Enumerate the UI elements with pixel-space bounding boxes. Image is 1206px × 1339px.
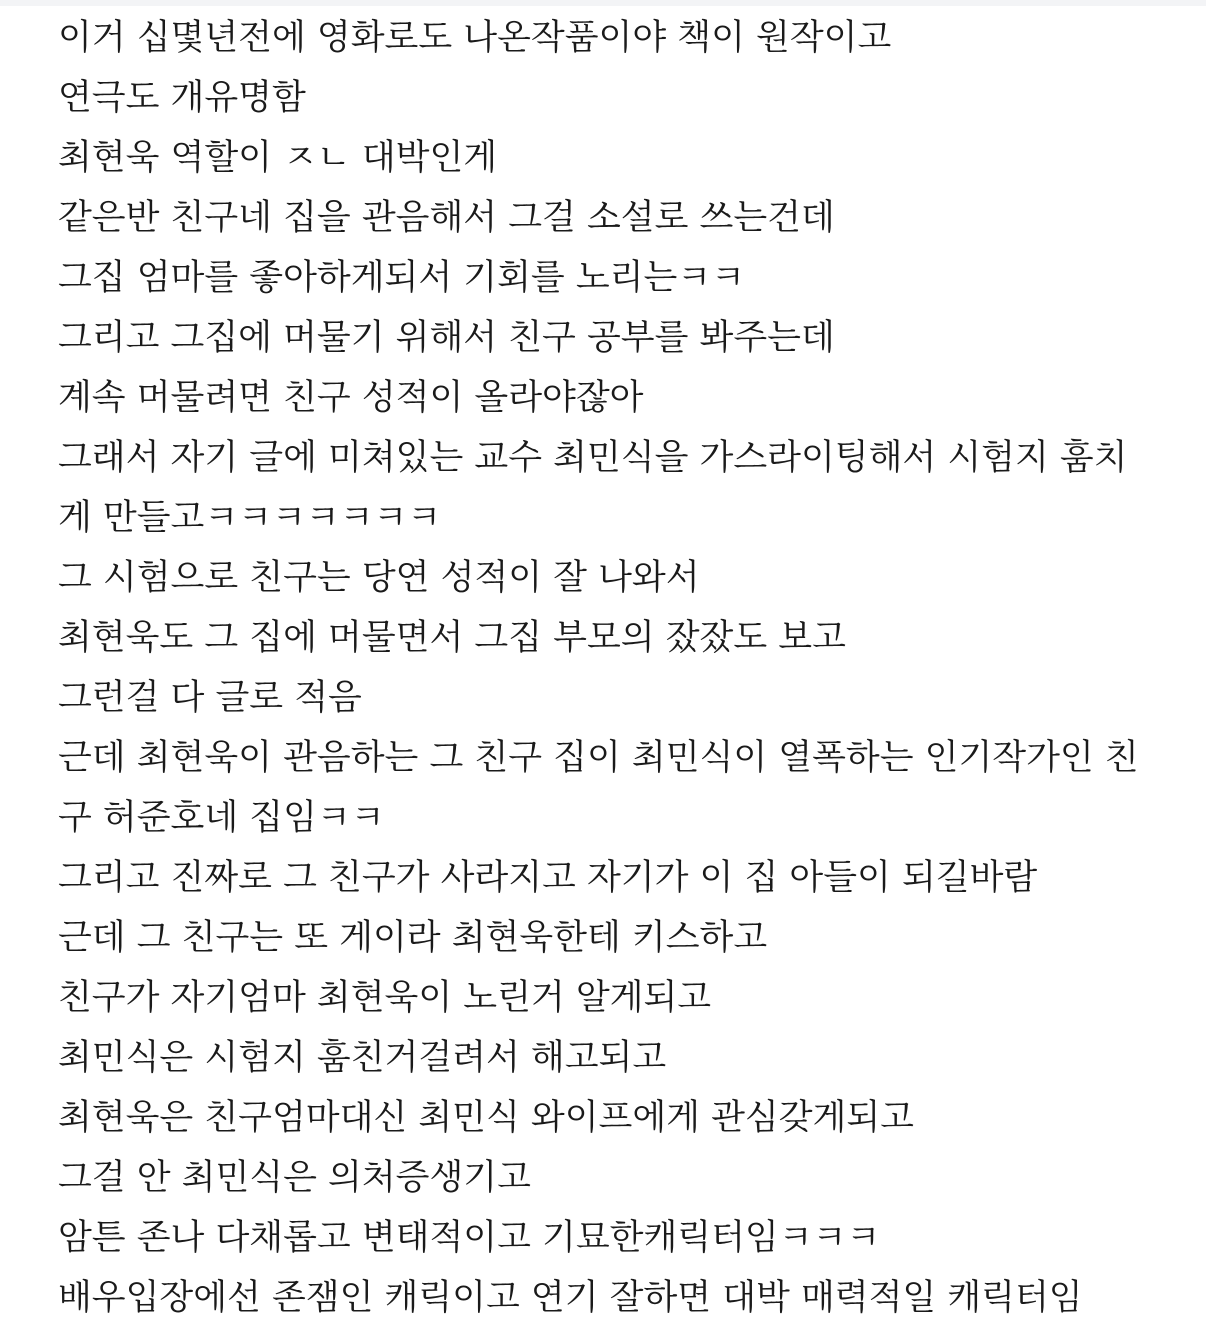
text-line: 그걸 안 최민식은 의처증생기고 — [58, 1158, 531, 1198]
text-line: 연극도 개유명함 — [58, 78, 306, 118]
text-line: 배우입장에선 존잼인 캐릭이고 연기 잘하면 대박 매력적일 캐릭터임 — [58, 1278, 1083, 1318]
text-line: 근데 최현욱이 관음하는 그 친구 집이 최민식이 열폭하는 인기작가인 친 — [58, 738, 1139, 778]
text-line: 계속 머물려면 친구 성적이 올라야잖아 — [58, 378, 644, 418]
text-line: 최현욱은 친구엄마대신 최민식 와이프에게 관심갖게되고 — [58, 1098, 914, 1138]
text-line: 구 허준호네 집임ㅋㅋ — [58, 798, 385, 838]
text-line: 그리고 그집에 머물기 위해서 친구 공부를 봐주는데 — [58, 318, 835, 358]
text-line: 최현욱 역할이 ㅈㄴ 대박인게 — [58, 138, 498, 178]
text-line: 친구가 자기엄마 최현욱이 노린거 알게되고 — [58, 978, 712, 1018]
top-divider-strip — [0, 0, 1206, 6]
text-line: 게 만들고ㅋㅋㅋㅋㅋㅋㅋ — [58, 498, 442, 538]
text-line: 암튼 존나 다채롭고 변태적이고 기묘한캐릭터임ㅋㅋㅋ — [58, 1218, 881, 1258]
text-line: 그 시험으로 친구는 당연 성적이 잘 나와서 — [58, 558, 700, 598]
text-line: 이거 십몇년전에 영화로도 나온작품이야 책이 원작이고 — [58, 18, 892, 58]
text-line: 최민식은 시험지 훔친거걸려서 해고되고 — [58, 1038, 667, 1078]
text-line: 같은반 친구네 집을 관음해서 그걸 소설로 쓰는건데 — [58, 198, 835, 238]
text-line: 그집 엄마를 좋아하게되서 기회를 노리는ㅋㅋ — [58, 258, 745, 298]
text-line: 근데 그 친구는 또 게이라 최현욱한테 키스하고 — [58, 918, 768, 958]
text-line: 그래서 자기 글에 미쳐있는 교수 최민식을 가스라이팅해서 시험지 훔치 — [58, 438, 1128, 478]
post-body — [58, 8, 1198, 1328]
text-line: 최현욱도 그 집에 머물면서 그집 부모의 잤잤도 보고 — [58, 618, 846, 658]
text-line: 그런걸 다 글로 적음 — [58, 678, 362, 718]
text-line: 그리고 진짜로 그 친구가 사라지고 자기가 이 집 아들이 되길바람 — [58, 858, 1038, 898]
